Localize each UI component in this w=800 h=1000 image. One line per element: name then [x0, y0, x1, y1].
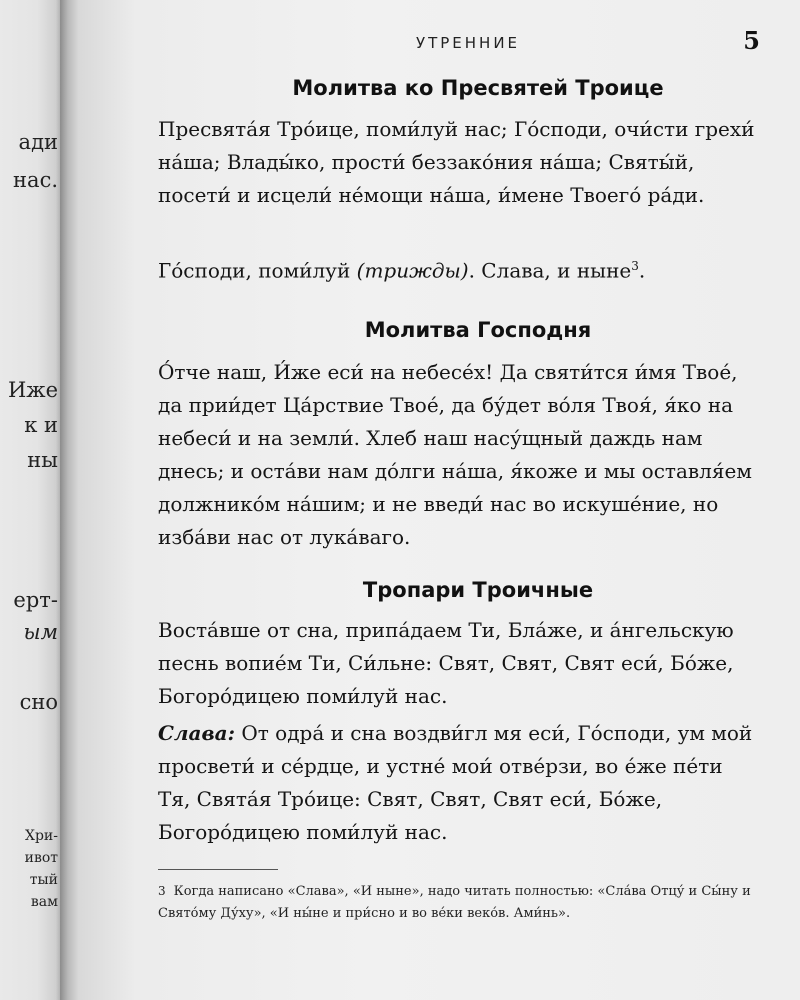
left-page-fragment: ади: [18, 130, 58, 154]
footnote: [158, 880, 778, 925]
footnote-ref: 3: [631, 259, 639, 273]
left-page-fragment: Иже: [7, 378, 58, 402]
left-page-fragment: ерт-: [13, 588, 58, 612]
prayer-text: Го́споди, поми́луй: [158, 258, 357, 283]
prayer-paragraph: О́тче наш, И́же еси́ на небесе́х! Да святи́тся и́мя Твое́, да прии́дет Ца́рствие Твое́, да бу́дет во́ля Твоя́, я́ко на небеси́ и на земли́. Хлеб наш насу́щный даждь нам днесь; и оста́ви нам до́лги на́ша, я́коже и мы оставля́ем должнико́м на́шим; и не введи́ нас во искуше́ние, но изба́ви нас от лука́ваго.: [158, 360, 752, 549]
book-page: [78, 0, 800, 1000]
left-page-fragment: тый: [29, 872, 58, 888]
left-page-fragment: сно: [19, 690, 58, 714]
section-heading: Молитва ко Пресвятей Троице: [292, 76, 664, 100]
footnote-number: 3: [158, 884, 166, 898]
prayer-text: . Слава, и ныне: [468, 258, 632, 283]
page-number: 5: [743, 26, 760, 55]
footnote-text: Когда написано «Слава», «И ныне», надо читать полностью: «Сла́ва Отцу́ и Сы́ну и Свято́му Ду́ху», «И ны́не и при́сно и во ве́ки веко́в. Ами́нь».: [158, 884, 751, 921]
prayer-paragraph: [158, 717, 758, 849]
left-page-fragment: Хри-: [25, 828, 58, 844]
slava-label: Слава:: [158, 721, 235, 745]
left-page-fragment: ым: [23, 620, 58, 644]
book-gutter: [60, 0, 80, 1000]
prayer-text: .: [638, 258, 646, 283]
section-heading: Тропари Троичные: [362, 578, 594, 602]
prayer-paragraph: Воста́вше от сна, припа́даем Ти, Бла́же, и а́нгельскую песнь вопие́м Ти, Си́льне: Свят, Свят, Свят еси́, Бо́же, Богоро́дицею поми́луй нас.: [158, 618, 734, 708]
rubric-text: (трижды): [356, 258, 469, 283]
left-page-fragment: нас.: [13, 168, 58, 192]
footnote-rule: [158, 869, 278, 870]
section-heading: Молитва Господня: [364, 318, 592, 342]
prayer-paragraph: Пресвята́я Тро́ице, поми́луй нас; Го́споди, очи́сти грехи́ на́ша; Влады́ко, прости́ беззако́ния на́ша; Святы́й, посети́ и исцели́ не́мощи на́ша, и́мене Твоего́ ра́ди.: [158, 117, 755, 207]
prayer-paragraph: [158, 250, 758, 288]
running-head: УТРЕННИЕ: [415, 34, 521, 52]
left-page-fragment: вам: [30, 894, 58, 910]
left-page-edge: [0, 0, 62, 1000]
left-page-fragment: к и: [24, 413, 58, 437]
left-page-fragment: ивот: [24, 850, 58, 866]
left-page-fragment: ны: [27, 448, 58, 472]
prayer-text: От одра́ и сна воздви́гл мя еси́, Го́споди, ум мой просвети́ и се́рдце, и устне́ мои́ отве́рзи, во е́же пе́ти Тя, Свята́я Тро́ице: Свят, Свят, Свят еси́, Бо́же, Богоро́дицею поми́луй нас.: [158, 721, 753, 844]
